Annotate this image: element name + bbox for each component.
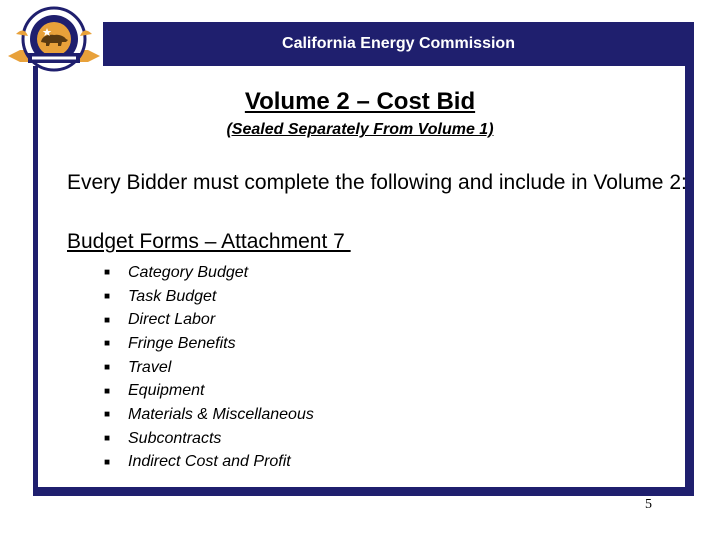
list-item-label: Equipment — [128, 382, 205, 400]
list-item — [104, 451, 314, 475]
square-bullet-icon: ■ — [104, 409, 111, 421]
list-item-label: Direct Labor — [128, 311, 216, 329]
square-bullet-icon: ■ — [104, 291, 111, 303]
list-item — [104, 356, 314, 380]
list-item — [104, 332, 314, 356]
list-item — [104, 285, 314, 309]
square-bullet-icon: ■ — [104, 314, 111, 326]
list-item-label: Subcontracts — [128, 429, 222, 447]
slide-title: Volume 2 – Cost Bid — [244, 88, 476, 115]
list-item-label: Indirect Cost and Profit — [128, 453, 291, 471]
square-bullet-icon: ■ — [104, 338, 111, 350]
header-title: California Energy Commission — [282, 35, 515, 52]
page-number: 5 — [645, 497, 652, 512]
list-item — [104, 403, 314, 427]
list-item — [104, 308, 314, 332]
list-item — [104, 379, 314, 403]
square-bullet-icon: ■ — [104, 267, 111, 279]
list-item-label: Travel — [128, 358, 172, 376]
list-item-label: Fringe Benefits — [128, 334, 236, 352]
list-item-label: Task Budget — [128, 287, 217, 305]
list-item — [104, 261, 314, 285]
list-item-label: Materials & Miscellaneous — [128, 405, 314, 423]
square-bullet-icon: ■ — [104, 433, 111, 445]
square-bullet-icon: ■ — [104, 362, 111, 374]
square-bullet-icon: ■ — [104, 456, 111, 468]
list-item-label: Category Budget — [128, 263, 249, 281]
header-bar — [103, 22, 694, 66]
intro-text: Every Bidder must complete the following and include in Volume 2: — [67, 171, 687, 194]
square-bullet-icon: ■ — [104, 385, 111, 397]
list-item — [104, 427, 314, 451]
slide-subtitle: (Sealed Separately From Volume 1) — [226, 121, 494, 138]
california-energy-commission-seal-icon — [6, 6, 102, 72]
budget-forms-list — [104, 261, 314, 474]
section-heading: Budget Forms – Attachment 7 — [67, 230, 351, 253]
